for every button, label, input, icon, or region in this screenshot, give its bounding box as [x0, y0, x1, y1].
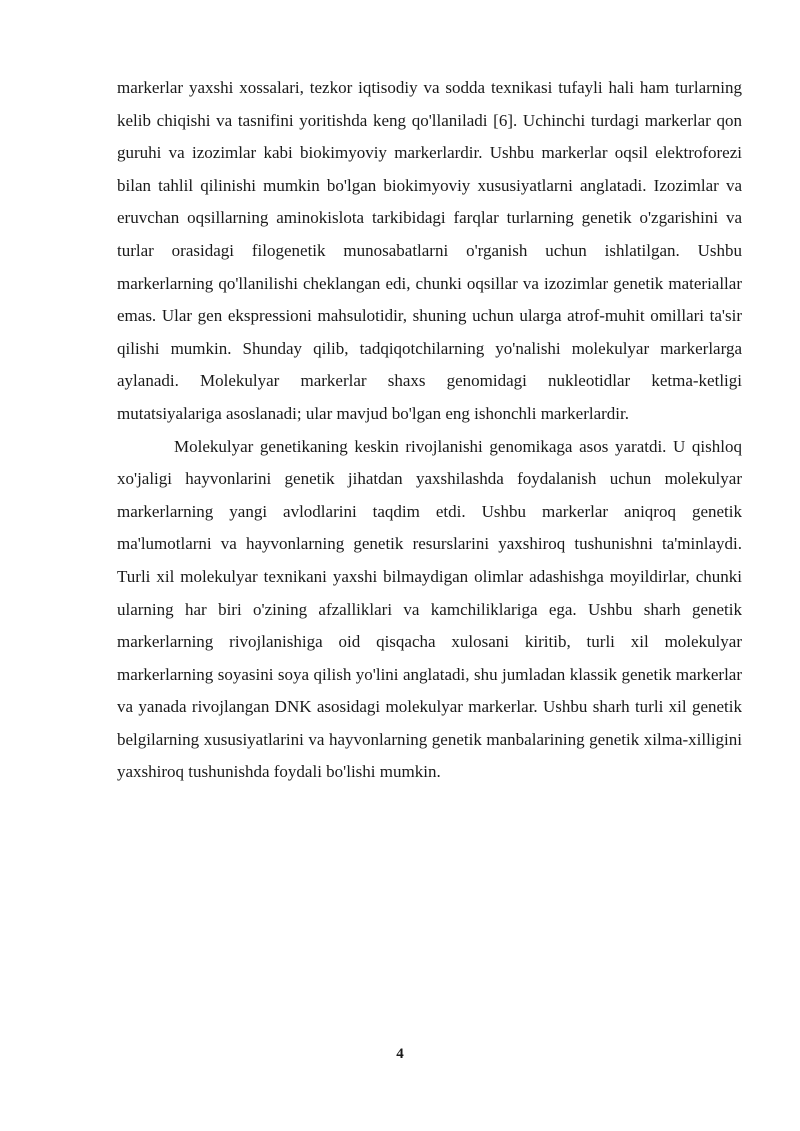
page-number: 4	[396, 1046, 404, 1062]
paragraph-2: Molekulyar genetikaning keskin rivojlanishi genomikaga asos yaratdi. U qishloq xo'jaligi hayvonlarini genetik jihatdan yaxshilashda foydalanish uchun molekulyar markerlarning yangi avlodlarini taqdim etdi. Ushbu markerlar aniqroq genetik ma'lumotlarni va hayvonlarning genetik resurslarini yaxshiroq tushunishni ta'minlaydi. Turli xil molekulyar texnikani yaxshi bilmaydigan olimlar adashishga moyildirlar, chunki ularning har biri o'zining afzalliklari va kamchiliklariga ega. Ushbu sharh genetik markerlarning rivojlanishiga oid qisqacha xulosani kiritib, turli xil molekulyar markerlarning soyasini soya qilish yo'lini anglatadi, shu jumladan klassik genetik markerlar va yanada rivojlangan DNK asosidagi molekulyar markerlar. Ushbu sharh turli xil genetik belgilarning xususiyatlarini va hayvonlarning genetik manbalarining genetik xilma-xilligini yaxshiroq tushunishda foydali bo'lishi mumkin.	[117, 436, 742, 782]
body-text	[117, 72, 742, 789]
paragraph-1: markerlar yaxshi xossalari, tezkor iqtisodiy va sodda texnikasi tufayli hali ham turlarning kelib chiqishi va tasnifini yoritishda keng qo'llaniladi [6]. Uchinchi turdagi markerlar qon guruhi va izozimlar kabi biokimyoviy markerlardir. Ushbu markerlar oqsil elektroforezi bilan tahlil qilinishi mumkin bo'lgan biokimyoviy xususiyatlarni anglatadi. Izozimlar va eruvchan oqsillarning aminokislota tarkibidagi farqlar turlarning genetik o'zgarishini va turlar orasidagi filogenetik munosabatlarni o'rganish uchun ishlatilgan. Ushbu markerlarning qo'llanilishi cheklangan edi, chunki oqsillar va izozimlar genetik materiallar emas. Ular gen ekspressioni mahsulotidir, shuning uchun ularga atrof-muhit omillari ta'sir qilishi mumkin. Shunday qilib, tadqiqotchilarning yo'nalishi molekulyar markerlarga aylanadi. Molekulyar markerlar shaxs genomidagi nukleotidlar ketma-ketligi mutatsiyalariga asoslanadi; ular mavjud bo'lgan eng ishonchli markerlardir.	[117, 78, 742, 423]
